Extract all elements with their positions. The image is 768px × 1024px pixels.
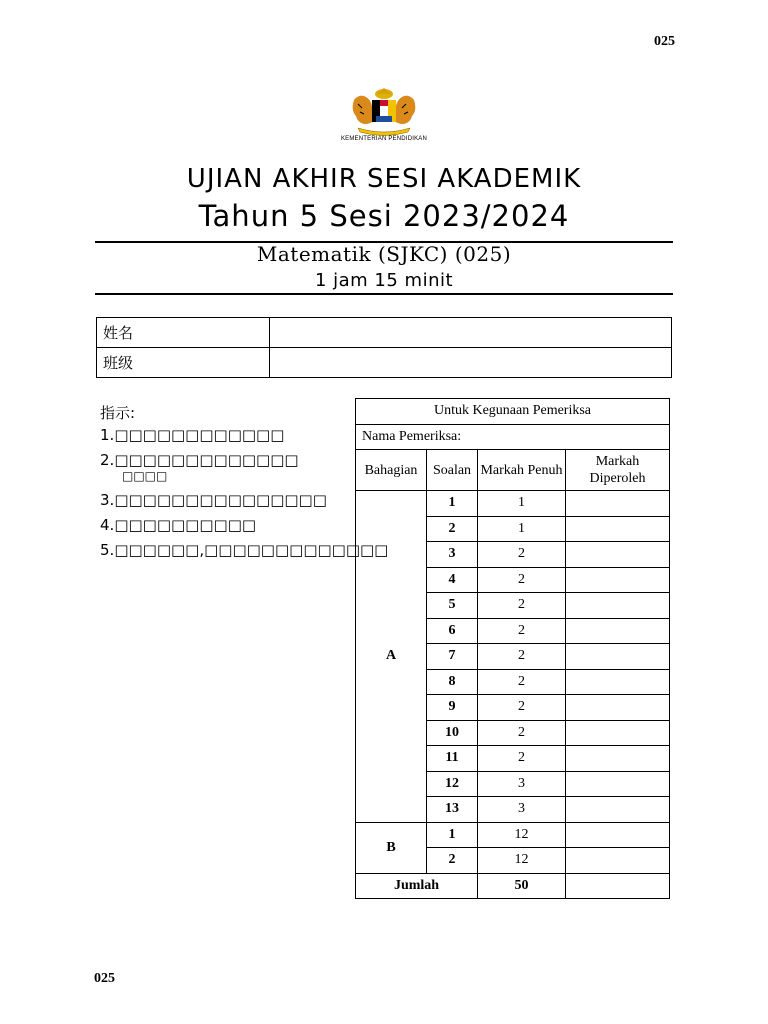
full-mark: 12 (478, 822, 566, 848)
section-b-label: B (356, 822, 427, 873)
obtained-mark-cell[interactable] (566, 720, 670, 746)
obtained-mark-cell[interactable] (566, 491, 670, 517)
instruction-item (100, 540, 388, 565)
question-number: 11 (427, 746, 478, 772)
instruction-number: 4. (100, 516, 115, 534)
full-mark: 2 (478, 593, 566, 619)
question-number: 9 (427, 695, 478, 721)
header-full-marks: Markah Penuh (478, 450, 566, 491)
instruction-number: 5. (100, 541, 115, 559)
instruction-item (100, 515, 388, 540)
full-mark: 2 (478, 746, 566, 772)
question-number: 8 (427, 669, 478, 695)
question-number: 1 (427, 822, 478, 848)
instruction-item (100, 490, 388, 515)
obtained-mark-cell[interactable] (566, 567, 670, 593)
examiner-name-field[interactable]: Nama Pemeriksa: (356, 424, 670, 450)
page-code-top: 025 (654, 34, 675, 49)
student-identity-table (96, 317, 672, 378)
name-row (97, 318, 672, 348)
full-mark: 2 (478, 644, 566, 670)
full-mark: 3 (478, 797, 566, 823)
class-row (97, 348, 672, 378)
instruction-number: 2. (100, 451, 115, 469)
instruction-number: 3. (100, 491, 115, 509)
header-section: Bahagian (356, 450, 427, 491)
full-mark: 2 (478, 567, 566, 593)
subject-title: Matematik (SJKC) (025) (256, 242, 512, 266)
question-number: 7 (427, 644, 478, 670)
full-mark: 2 (478, 669, 566, 695)
exam-duration: 1 jam 15 minit (314, 270, 454, 291)
obtained-mark-cell[interactable] (566, 695, 670, 721)
question-number: 4 (427, 567, 478, 593)
instruction-text: □□□□□□,□□□□□□□□□□□□□ (114, 541, 389, 559)
full-mark: 1 (478, 516, 566, 542)
instruction-text: □□□□□□□□□□□□□ (114, 451, 299, 469)
marks-table-title: Untuk Kegunaan Pemeriksa (356, 399, 670, 425)
instruction-item (100, 425, 388, 450)
instructions-heading: 指示: (100, 404, 136, 422)
instruction-text: □□□□□□□□□□□□□□□ (114, 491, 327, 509)
exam-title: UJIAN AKHIR SESI AKADEMIK (186, 164, 582, 194)
full-mark: 3 (478, 771, 566, 797)
obtained-mark-cell[interactable] (566, 542, 670, 568)
question-number: 2 (427, 516, 478, 542)
section-a-label: A (356, 491, 427, 823)
question-number: 6 (427, 618, 478, 644)
exam-year-session: Tahun 5 Sesi 2023/2024 (198, 199, 570, 233)
obtained-mark-cell[interactable] (566, 669, 670, 695)
full-mark: 1 (478, 491, 566, 517)
obtained-mark-cell[interactable] (566, 848, 670, 874)
class-label: 班级 (97, 348, 270, 378)
total-obtained-cell[interactable] (566, 873, 670, 899)
name-label: 姓名 (97, 318, 270, 348)
question-number: 5 (427, 593, 478, 619)
total-full-marks: 50 (478, 873, 566, 899)
full-mark: 2 (478, 542, 566, 568)
crest-caption: KEMENTERIAN PENDIDIKAN (340, 136, 428, 142)
question-number: 10 (427, 720, 478, 746)
name-field[interactable] (270, 318, 672, 348)
total-row (356, 873, 670, 899)
coat-of-arms-logo (344, 86, 424, 138)
instruction-text: □□□□□□□□□□ (114, 516, 257, 534)
header-marks-obtained: Markah Diperoleh (566, 450, 670, 491)
question-number: 3 (427, 542, 478, 568)
header-question: Soalan (427, 450, 478, 491)
class-field[interactable] (270, 348, 672, 378)
question-number: 2 (427, 848, 478, 874)
obtained-mark-cell[interactable] (566, 771, 670, 797)
examiner-marks-table (355, 398, 670, 899)
instruction-text: □□□□□□□□□□□□ (114, 426, 285, 444)
full-mark: 2 (478, 618, 566, 644)
obtained-mark-cell[interactable] (566, 516, 670, 542)
instruction-item (100, 450, 388, 490)
instruction-number: 1. (100, 426, 115, 444)
obtained-mark-cell[interactable] (566, 644, 670, 670)
page-code-bottom: 025 (94, 971, 115, 986)
question-number: 1 (427, 491, 478, 517)
full-mark: 2 (478, 720, 566, 746)
divider-bottom (95, 293, 673, 295)
total-label: Jumlah (356, 873, 478, 899)
full-mark: 12 (478, 848, 566, 874)
instructions (100, 402, 388, 565)
obtained-mark-cell[interactable] (566, 822, 670, 848)
obtained-mark-cell[interactable] (566, 618, 670, 644)
obtained-mark-cell[interactable] (566, 797, 670, 823)
obtained-mark-cell[interactable] (566, 746, 670, 772)
full-mark: 2 (478, 695, 566, 721)
question-number: 12 (427, 771, 478, 797)
instruction-continuation: □□□□ (122, 469, 168, 483)
table-row (356, 822, 670, 848)
question-number: 13 (427, 797, 478, 823)
table-row (356, 491, 670, 517)
obtained-mark-cell[interactable] (566, 593, 670, 619)
